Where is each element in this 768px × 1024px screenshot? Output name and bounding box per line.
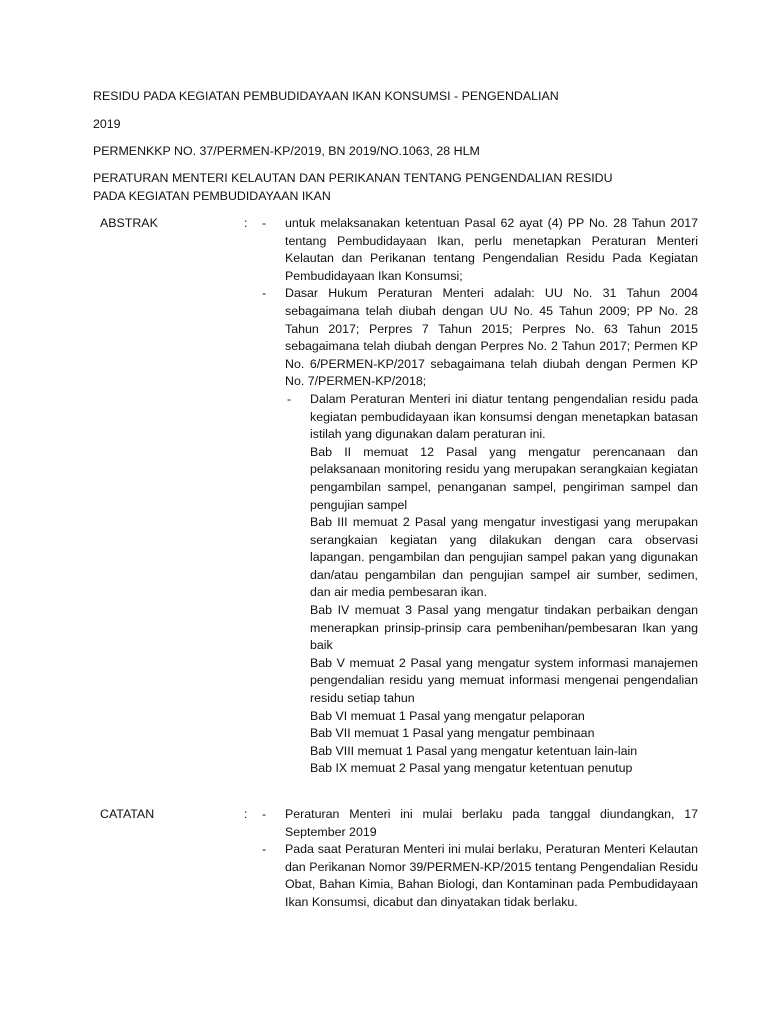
sub-item-intro: Dalam Peraturan Menteri ini diatur tentang pengendalian residu pada kegiatan pembudidayaan ikan konsumsi dengan menetapkan batasan istilah yang digunakan dalam peraturan ini.: [310, 391, 698, 442]
catatan-label: CATATAN: [100, 807, 155, 821]
document-reference: PERMENKKP NO. 37/PERMEN-KP/2019, BN 2019/NO.1063, 28 HLM: [93, 144, 480, 158]
bab-paragraph: Bab V memuat 2 Pasal yang mengatur system informasi manajemen pengendalian residu yang memuat informasi mengenai pengendalian residu setiap tahun: [310, 655, 698, 706]
catatan-list: [262, 806, 698, 912]
bab-paragraph: Bab VIII memuat 1 Pasal yang mengatur ketentuan lain-lain: [310, 743, 638, 758]
document-year: 2019: [93, 117, 121, 131]
bab-paragraph: Bab IX memuat 2 Pasal yang mengatur ketentuan penutup: [310, 761, 633, 776]
list-dash: -: [262, 286, 267, 301]
bab-paragraph: Bab VII memuat 1 Pasal yang mengatur pembinaan: [310, 726, 595, 741]
list-item: [262, 285, 698, 778]
list-dash: -: [262, 216, 267, 230]
bab-paragraph: Bab III memuat 2 Pasal yang mengatur investigasi yang merupakan serangkaian kegiatan yang dilakukan dengan cara observasi lapangan. pengambilan dan pengujian sampel pakan yang digunakan dan/atau pengambilan dan pengujian sampel air sumber, sedimen, dan air media pembesaran ikan.: [310, 515, 698, 600]
list-dash: -: [262, 842, 267, 857]
regulation-title: PERATURAN MENTERI KELAUTAN DAN PERIKANAN TENTANG PENGENDALIAN RESIDU PADA KEGIATAN PEMBUDIDAYAAN IKAN: [93, 171, 613, 203]
bab-paragraph: Bab II memuat 12 Pasal yang mengatur perencanaan dan pelaksanaan monitoring residu yang merupakan serangkaian kegiatan pengambilan sampel, penanganan sampel, pengiriman sampel dan pengujian sampel: [310, 444, 698, 512]
bab-paragraph: Bab VI memuat 1 Pasal yang mengatur pelaporan: [310, 708, 585, 723]
list-dash: -: [287, 391, 292, 406]
bab-paragraph: Bab IV memuat 3 Pasal yang mengatur tindakan perbaikan dengan menerapkan prinsip-prinsip cara pembenihan/pembesaran Ikan yang baik: [310, 603, 698, 653]
abstrak-colon: :: [244, 216, 248, 230]
abstrak-list: [262, 215, 698, 778]
list-item-text: Dasar Hukum Peraturan Menteri adalah: UU No. 31 Tahun 2004 sebagaimana telah diubah dengan UU No. 45 Tahun 2009; PP No. 28 Tahun 2017; Perpres 7 Tahun 2015; Perpres No. 63 Tahun 2015 sebagaimana telah diubah dengan Perpres No. 2 Tahun 2017; Permen KP No. 6/PERMEN-KP/2017 sebagaimana telah diubah dengan Permen KP No. 7/PERMEN-KP/2018;: [285, 286, 698, 389]
list-item: [262, 841, 698, 911]
abstrak-sub-list: [287, 391, 698, 778]
list-item-text: Peraturan Menteri ini mulai berlaku pada tanggal diundangkan, 17 September 2019: [285, 807, 698, 839]
list-item: [262, 215, 698, 285]
abstrak-label: ABSTRAK: [100, 216, 158, 230]
list-dash: -: [262, 807, 267, 821]
list-item-text: untuk melaksanakan ketentuan Pasal 62 ayat (4) PP No. 28 Tahun 2017 tentang Pembudidayaan Ikan, perlu menetapkan Peraturan Menteri Kelautan dan Perikanan tentang Pengendalian Residu Pada Kegiatan Pembudidayaan Ikan Konsumsi;: [285, 216, 698, 283]
list-item-text: Pada saat Peraturan Menteri ini mulai berlaku, Peraturan Menteri Kelautan dan Perikanan Nomor 39/PERMEN-KP/2015 tentang Pengendalian Residu Obat, Bahan Kimia, Bahan Biologi, dan Kontaminan pada Pembudidayaan Ikan Konsumsi, dicabut dan dinyatakan tidak berlaku.: [285, 842, 698, 909]
sub-list-item: [287, 391, 698, 778]
catatan-colon: :: [244, 807, 248, 821]
list-item: [262, 806, 698, 841]
document-title: RESIDU PADA KEGIATAN PEMBUDIDAYAAN IKAN KONSUMSI - PENGENDALIAN: [93, 89, 559, 103]
